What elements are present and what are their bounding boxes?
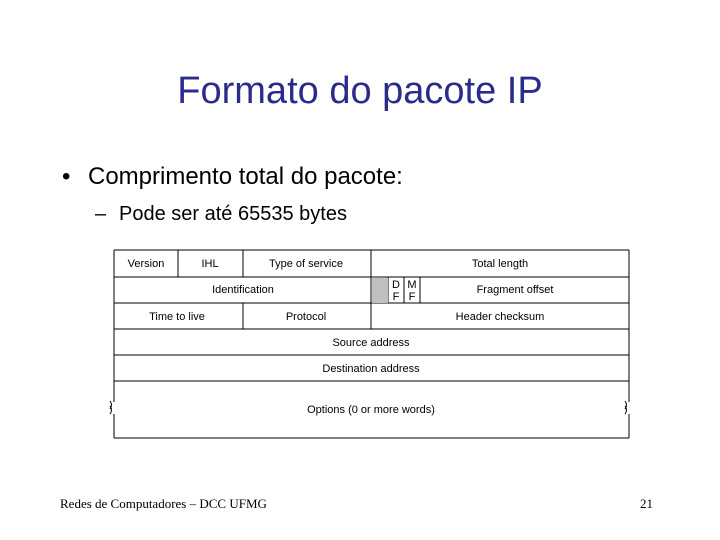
field-mf-top: M — [407, 279, 417, 291]
break-mark-right — [625, 401, 627, 414]
footer-course: Redes de Computadores – DCC UFMG — [60, 496, 267, 511]
field-header-checksum: Header checksum — [455, 311, 545, 323]
slide-title: Formato do pacote IP — [177, 70, 543, 112]
field-identification: Identification — [212, 284, 274, 296]
field-total-length: Total length — [471, 258, 529, 270]
bullet-dot: • — [62, 163, 71, 190]
field-df-bottom: F — [392, 291, 400, 303]
footer-page-number: 21 — [640, 496, 653, 511]
unused-bit-cell — [372, 278, 388, 303]
field-options: Options (0 or more words) — [307, 404, 435, 416]
field-source-address: Source address — [332, 337, 410, 349]
field-fragment-offset: Fragment offset — [476, 284, 554, 296]
field-protocol: Protocol — [285, 311, 327, 323]
field-time-to-live: Time to live — [149, 311, 205, 323]
field-df-top: D — [392, 279, 400, 291]
field-ihl: IHL — [201, 258, 219, 270]
bullet-text: Comprimento total do pacote: — [88, 163, 403, 190]
sub-bullet-text: Pode ser até 65535 bytes — [119, 203, 347, 225]
field-version: Version — [127, 258, 165, 270]
field-mf-bottom: F — [408, 291, 416, 303]
field-destination-address: Destination address — [322, 363, 420, 375]
field-type-of-service: Type of service — [269, 258, 343, 270]
break-mark-left — [110, 401, 112, 414]
sub-bullet-dash: – — [95, 203, 107, 225]
